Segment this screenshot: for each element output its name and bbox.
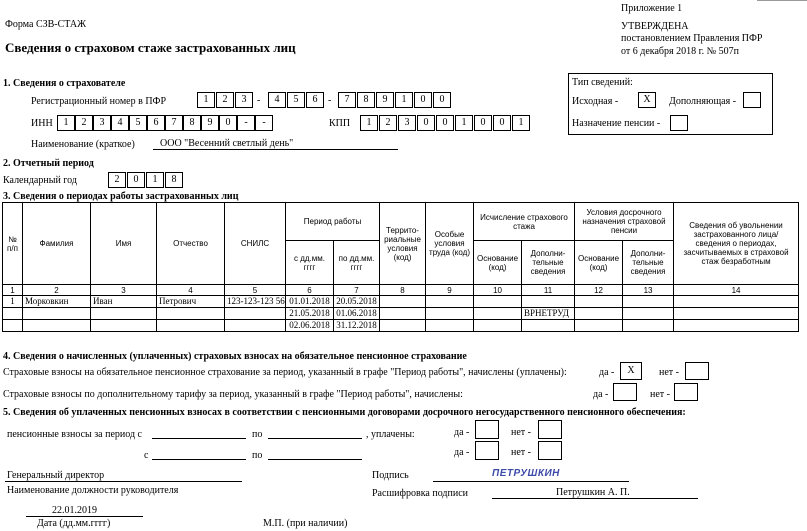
col-number: 11 (522, 285, 575, 296)
cell-calc-extra[interactable]: ВРНЕТРУД (522, 308, 575, 320)
inn-digit[interactable]: 7 (165, 115, 183, 131)
col-number: 14 (674, 285, 799, 296)
col-period-header: Период работы (286, 203, 380, 241)
col-special-header: Особые условия труда (код) (426, 203, 474, 285)
contrib-line2-yes-box[interactable] (613, 383, 637, 401)
cell-special[interactable] (426, 320, 474, 332)
reg-digit[interactable]: 4 (268, 92, 286, 108)
inn-digit[interactable]: 6 (147, 115, 165, 131)
cell-patronymic[interactable] (157, 308, 225, 320)
col-number: 3 (91, 285, 157, 296)
inn-label: ИНН (31, 118, 53, 129)
contrib-line2-no-box[interactable] (674, 383, 698, 401)
cell-period-from[interactable]: 01.01.2018 (286, 296, 334, 308)
reg-digit[interactable]: 8 (357, 92, 375, 108)
col-territorial-header: Террито-риальные условия (код) (380, 203, 426, 285)
pension-s-label: с (144, 450, 149, 461)
col-early-extra-header: Дополни-тельные сведения (623, 241, 674, 285)
col-early-header: Условия досрочного назначения страховой пенсии (575, 203, 674, 241)
pension2-no-box[interactable] (538, 441, 562, 460)
signature-label: Подпись (372, 470, 409, 481)
reg-separator: - (257, 95, 261, 106)
reg-digit[interactable]: 3 (235, 92, 253, 108)
section5-heading: 5. Сведения об уплаченных пенсионных взносах в соответствии с пенсионными договорами досрочного негосударственного пенсионного обеспечения: (3, 407, 686, 418)
col-period-to-header: по дд.мм. гггг (334, 241, 380, 285)
cell-early-basis[interactable] (575, 320, 623, 332)
reg-digit[interactable]: 0 (433, 92, 451, 108)
contrib-line2: Страховые взносы по дополнительному тарифу за период, указанный в графе "Период работы", начислены: (3, 389, 463, 400)
cell-surname[interactable] (23, 308, 91, 320)
col-num-header: № п/п (3, 203, 23, 285)
cell-territorial[interactable] (380, 320, 426, 332)
col-number: 5 (225, 285, 286, 296)
section2-heading: 2. Отчетный период (3, 158, 94, 169)
form-name: Форма СЗВ-СТАЖ (5, 19, 87, 30)
page-title: Сведения о страховом стаже застрахованных лиц (5, 40, 296, 55)
decode-value[interactable]: Петрушкин А. П. (556, 487, 630, 498)
cell-dismissal[interactable] (674, 320, 799, 332)
cell-early-basis[interactable] (575, 296, 623, 308)
org-name-label: Наименование (краткое) (31, 139, 135, 150)
top-edge-line (757, 0, 807, 5)
year-label: Календарный год (3, 175, 77, 186)
inn-digit[interactable]: 9 (201, 115, 219, 131)
kpp-digit[interactable]: 1 (360, 115, 378, 131)
pension-no-label: нет - (511, 427, 531, 438)
cell-snils[interactable] (225, 308, 286, 320)
pension-label: Назначение пенсии - (572, 118, 661, 129)
contrib-line2-no-label: нет - (650, 389, 670, 400)
col-number: 7 (334, 285, 380, 296)
supplement-label: Дополняющая - (669, 96, 737, 107)
cell-patronymic[interactable] (157, 320, 225, 332)
position-label: Наименование должности руководителя (7, 485, 179, 496)
cell-period-to[interactable]: 20.05.2018 (334, 296, 380, 308)
kpp-digit[interactable]: 0 (417, 115, 435, 131)
cell-special[interactable] (426, 308, 474, 320)
kpp-digit[interactable]: 1 (512, 115, 530, 131)
approved-date: от 6 декабря 2018 г. № 507п (621, 46, 739, 57)
inn-digit[interactable]: 0 (219, 115, 237, 131)
cell-dismissal[interactable] (674, 296, 799, 308)
col-period-from-header: с дд.мм. гггг (286, 241, 334, 285)
table-row[interactable] (3, 320, 799, 332)
kpp-digit[interactable]: 2 (379, 115, 397, 131)
cell-special[interactable] (426, 296, 474, 308)
inn-digit[interactable]: 3 (93, 115, 111, 131)
kpp-digit[interactable]: 0 (436, 115, 454, 131)
contrib-line2-yes-label: да - (593, 389, 609, 400)
reg-separator: - (328, 95, 332, 106)
org-name-underline (153, 149, 398, 150)
cell-calc-extra[interactable] (522, 296, 575, 308)
cell-name[interactable] (91, 308, 157, 320)
stamp-label: М.П. (при наличии) (263, 518, 348, 529)
pension-yes-label: да - (454, 427, 470, 438)
col-number: 8 (380, 285, 426, 296)
contrib-line1: Страховые взносы на обязательное пенсионное страхование за период, указанный в графе "Период работы", начислены (уплачены): (3, 367, 567, 378)
col-number: 9 (426, 285, 474, 296)
cell-calc-basis[interactable] (474, 296, 522, 308)
col-number: 4 (157, 285, 225, 296)
inn-digit[interactable]: 4 (111, 115, 129, 131)
pension-period2-from-field[interactable] (152, 459, 246, 460)
date-value[interactable]: 22.01.2019 (52, 505, 97, 516)
col-number: 13 (623, 285, 674, 296)
kpp-digit[interactable]: 0 (493, 115, 511, 131)
col-name-header: Имя (91, 203, 157, 285)
pension2-no-label: нет - (511, 447, 531, 458)
original-label: Исходная - (572, 96, 619, 107)
approved-label: УТВЕРЖДЕНА (621, 21, 689, 32)
org-name-value[interactable]: ООО "Весенний светлый день" (160, 138, 294, 149)
col-surname-header: Фамилия (23, 203, 91, 285)
info-type-title: Тип сведений: (572, 77, 633, 88)
kpp-label: КПП (329, 118, 351, 129)
pension-period-from-field[interactable] (152, 438, 246, 439)
cell-early-extra[interactable] (623, 320, 674, 332)
col-snils-header: СНИЛС (225, 203, 286, 285)
supplement-checkbox[interactable] (743, 92, 761, 108)
cell-early-basis[interactable] (575, 308, 623, 320)
col-calc-extra-header: Дополни-тельные сведения (522, 241, 575, 285)
cell-period-to[interactable]: 01.06.2018 (334, 308, 380, 320)
cell-snils[interactable] (225, 320, 286, 332)
col-dismissal-header: Сведения об увольнении застрахованного лица/ сведения о периодах, засчитываемых в страховой стаж безработным (674, 203, 799, 285)
decode-label: Расшифровка подписи (372, 488, 468, 499)
reg-number-label: Регистрационный номер в ПФР (31, 96, 166, 107)
pension-paid-label: , уплачены: (366, 429, 415, 440)
reg-digit[interactable]: 6 (306, 92, 324, 108)
cell-calc-extra[interactable] (522, 320, 575, 332)
cell-snils[interactable]: 123-123-123 56 (225, 296, 286, 308)
cell-period-from[interactable]: 21.05.2018 (286, 308, 334, 320)
section3-heading: 3. Сведения о периодах работы застрахованных лиц (3, 191, 239, 202)
pension2-yes-label: да - (454, 447, 470, 458)
inn-digit[interactable]: 8 (183, 115, 201, 131)
approved-by: постановлением Правления ПФР (621, 33, 763, 44)
cell-patronymic[interactable]: Петрович (157, 296, 225, 308)
col-number: 10 (474, 285, 522, 296)
signature-image: ПЕТРУШКИН (492, 468, 560, 479)
reg-digit[interactable]: 2 (216, 92, 234, 108)
year-digit[interactable]: 8 (165, 172, 183, 188)
date-label: Дата (дд.мм.гггг) (37, 518, 111, 529)
kpp-digit[interactable]: 3 (398, 115, 416, 131)
pension-checkbox[interactable] (670, 115, 688, 131)
cell-dismissal[interactable] (674, 308, 799, 320)
pension2-yes-box[interactable] (475, 441, 499, 460)
cell-surname[interactable]: Морковкин (23, 296, 91, 308)
pension-period-label: пенсионные взносы за период с (7, 429, 142, 440)
decode-underline (492, 498, 698, 499)
pension-po-label: по (252, 429, 263, 440)
col-patronymic-header: Отчество (157, 203, 225, 285)
reg-digit[interactable]: 1 (395, 92, 413, 108)
contrib-line1-yes-box[interactable]: X (620, 362, 642, 380)
pension-yes-box[interactable] (475, 420, 499, 439)
cell-name[interactable] (91, 320, 157, 332)
cell-territorial[interactable] (380, 308, 426, 320)
section4-heading: 4. Сведения о начисленных (уплаченных) страховых взносах на обязательное пенсионное страхование (3, 351, 467, 362)
inn-digit[interactable]: 5 (129, 115, 147, 131)
contrib-line1-no-label: нет - (659, 367, 679, 378)
col-early-basis-header: Основание (код) (575, 241, 623, 285)
position-underline (5, 481, 242, 482)
col-calc-header: Исчисление страхового стажа (474, 203, 575, 241)
cell-name[interactable]: Иван (91, 296, 157, 308)
original-checkbox[interactable]: X (638, 92, 656, 108)
col-number: 12 (575, 285, 623, 296)
inn-digit[interactable]: 1 (57, 115, 75, 131)
col-number: 1 (3, 285, 23, 296)
cell-calc-basis[interactable] (474, 308, 522, 320)
year-digit[interactable]: 0 (127, 172, 145, 188)
pension-period-to-field[interactable] (268, 438, 362, 439)
col-calc-basis-header: Основание (код) (474, 241, 522, 285)
year-digit[interactable]: 2 (108, 172, 126, 188)
col-number: 6 (286, 285, 334, 296)
position-value[interactable]: Генеральный директор (7, 470, 105, 481)
reg-digit[interactable]: 0 (414, 92, 432, 108)
kpp-digit[interactable]: 1 (455, 115, 473, 131)
kpp-digit[interactable]: 0 (474, 115, 492, 131)
reg-digit[interactable]: 1 (197, 92, 215, 108)
pension-po2-label: по (252, 450, 263, 461)
table-row[interactable] (3, 296, 799, 308)
section1-heading: 1. Сведения о страхователе (3, 78, 126, 89)
table-row[interactable] (3, 308, 799, 320)
col-number: 2 (23, 285, 91, 296)
cell-num[interactable] (3, 308, 23, 320)
inn-digit[interactable]: - (237, 115, 255, 131)
cell-num[interactable] (3, 320, 23, 332)
contrib-line1-yes-label: да - (599, 367, 615, 378)
date-underline (26, 516, 143, 517)
work-periods-table (2, 202, 799, 332)
cell-early-extra[interactable] (623, 308, 674, 320)
pension-no-box[interactable] (538, 420, 562, 439)
cell-period-to[interactable]: 31.12.2018 (334, 320, 380, 332)
year-digit[interactable]: 1 (146, 172, 164, 188)
inn-digit[interactable]: - (255, 115, 273, 131)
reg-digit[interactable]: 5 (287, 92, 305, 108)
signature-underline (433, 481, 629, 482)
cell-period-from[interactable]: 02.06.2018 (286, 320, 334, 332)
cell-surname[interactable] (23, 320, 91, 332)
reg-digit[interactable]: 9 (376, 92, 394, 108)
cell-early-extra[interactable] (623, 296, 674, 308)
contrib-line1-no-box[interactable] (685, 362, 709, 380)
cell-num[interactable]: 1 (3, 296, 23, 308)
cell-territorial[interactable] (380, 296, 426, 308)
appendix-label: Приложение 1 (621, 3, 683, 14)
cell-calc-basis[interactable] (474, 320, 522, 332)
reg-digit[interactable]: 7 (338, 92, 356, 108)
pension-period2-to-field[interactable] (268, 459, 362, 460)
inn-digit[interactable]: 2 (75, 115, 93, 131)
